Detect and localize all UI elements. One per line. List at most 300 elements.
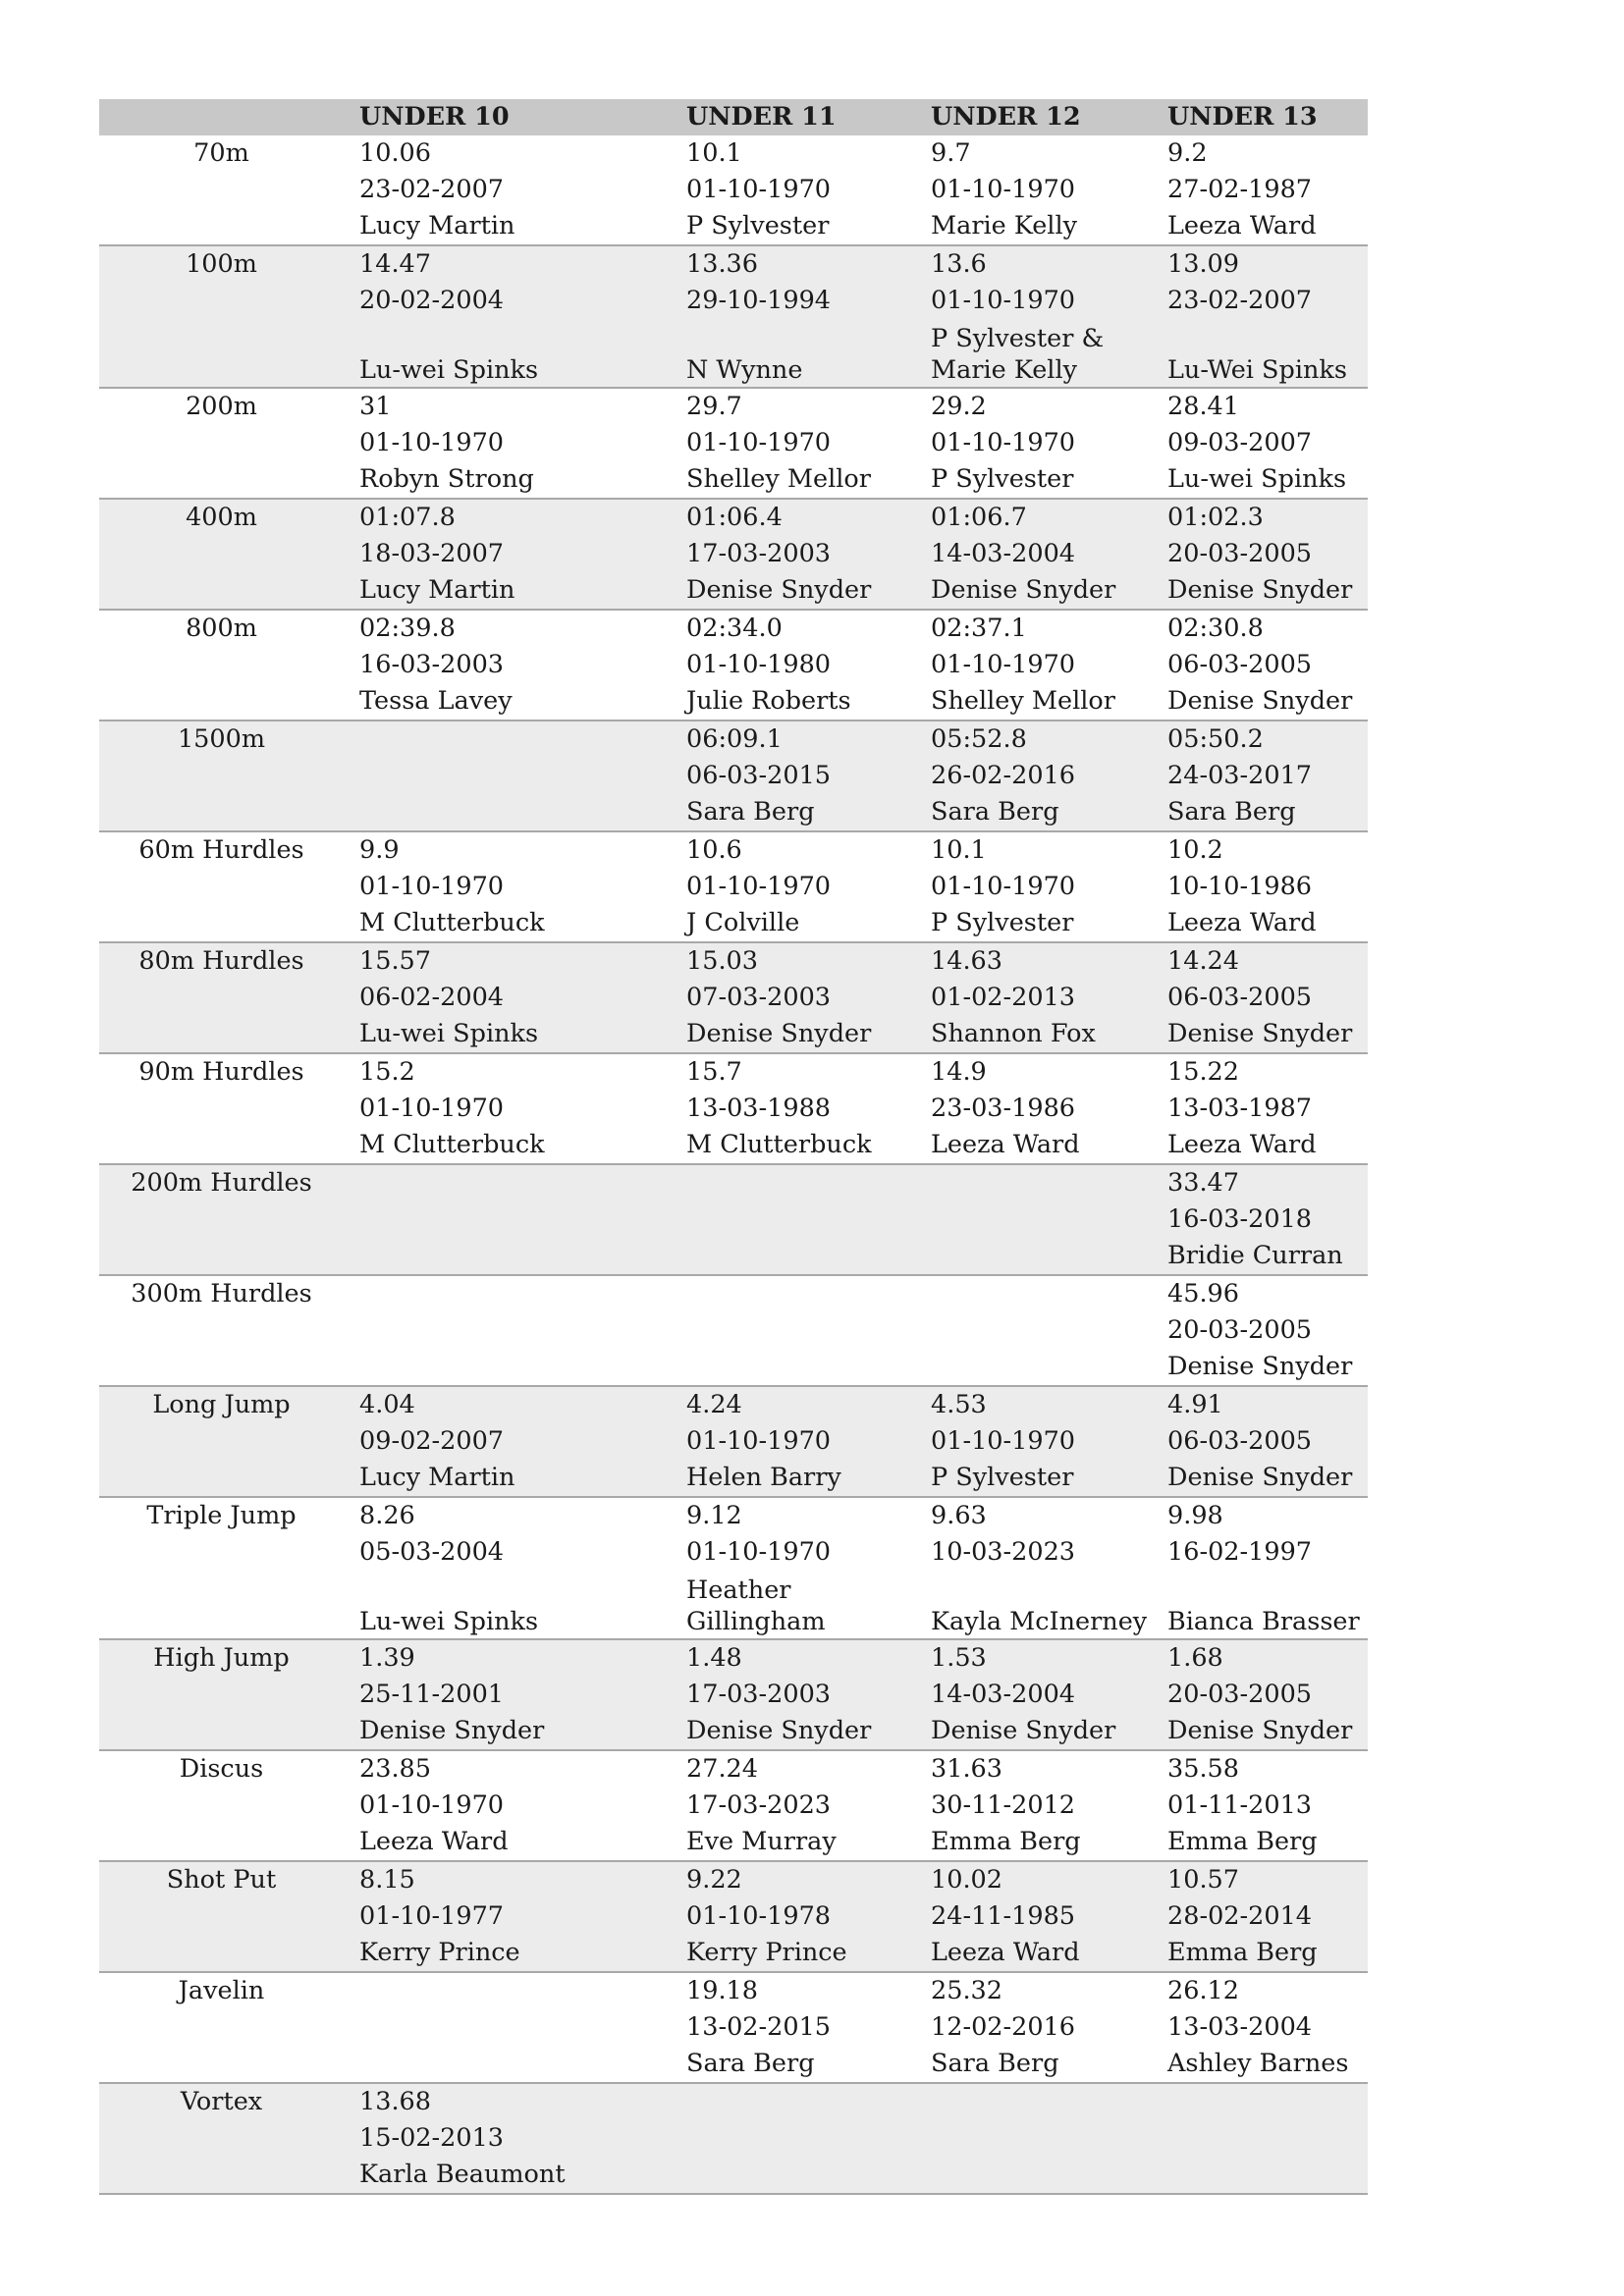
record-result: 28.41 bbox=[1167, 392, 1240, 421]
record-date: 26-02-2016 bbox=[931, 761, 1076, 790]
record-result: 05:52.8 bbox=[931, 724, 1027, 754]
record-athlete: Karla Beaumont bbox=[359, 2160, 566, 2189]
event-name: High Jump bbox=[99, 1639, 344, 1750]
record-date bbox=[931, 1201, 1152, 1238]
record-date: 27-02-1987 bbox=[1167, 175, 1313, 204]
record-result: 10.2 bbox=[1167, 835, 1223, 865]
record-result bbox=[359, 1973, 671, 2009]
record-date: 28-02-2014 bbox=[1167, 1901, 1313, 1931]
record-athlete: Lucy Martin bbox=[359, 211, 515, 240]
record-date bbox=[359, 758, 671, 794]
record-cell bbox=[915, 1750, 1152, 1861]
record-result bbox=[359, 1165, 671, 1201]
record-athlete: Lu-wei Spinks bbox=[1167, 464, 1347, 494]
record-result: 31 bbox=[359, 392, 392, 421]
record-result: 01:06.7 bbox=[931, 503, 1027, 532]
table-row bbox=[99, 721, 1368, 831]
record-date: 23-02-2007 bbox=[359, 175, 505, 204]
record-result bbox=[686, 1165, 915, 1201]
record-date: 13-03-1987 bbox=[1167, 1094, 1313, 1123]
record-cell bbox=[915, 1972, 1152, 2083]
table-row bbox=[99, 499, 1368, 610]
record-date: 24-03-2017 bbox=[1167, 761, 1313, 790]
record-result: 10.02 bbox=[931, 1865, 1003, 1895]
table-row bbox=[99, 1164, 1368, 1275]
record-date bbox=[359, 1201, 671, 1238]
record-result: 01:02.3 bbox=[1167, 503, 1264, 532]
record-cell bbox=[1152, 1275, 1368, 1386]
record-cell bbox=[344, 1497, 671, 1639]
record-date: 01-10-1970 bbox=[931, 428, 1076, 457]
record-result: 45.96 bbox=[1167, 1279, 1240, 1308]
record-date: 25-11-2001 bbox=[359, 1680, 505, 1709]
record-athlete: Leeza Ward bbox=[931, 1130, 1080, 1159]
record-cell bbox=[344, 1386, 671, 1497]
table-row bbox=[99, 2083, 1368, 2194]
record-result: 1.39 bbox=[359, 1643, 415, 1673]
record-athlete: Leeza Ward bbox=[1167, 211, 1317, 240]
event-name: 300m Hurdles bbox=[99, 1275, 344, 1386]
record-result: 35.58 bbox=[1167, 1754, 1240, 1784]
table-row bbox=[99, 610, 1368, 721]
record-cell bbox=[1152, 1497, 1368, 1639]
record-athlete: Leeza Ward bbox=[359, 1827, 509, 1856]
record-result: 4.91 bbox=[1167, 1390, 1223, 1419]
record-cell bbox=[671, 1750, 915, 1861]
record-date: 14-03-2004 bbox=[931, 539, 1076, 568]
record-cell bbox=[1152, 499, 1368, 610]
record-athlete: Shannon Fox bbox=[931, 1019, 1096, 1048]
record-athlete: Bianca Brasser bbox=[1167, 1607, 1360, 1636]
record-cell bbox=[671, 1386, 915, 1497]
record-result: 15.22 bbox=[1167, 1057, 1240, 1087]
record-result: 02:39.8 bbox=[359, 614, 456, 643]
record-cell bbox=[671, 721, 915, 831]
record-cell bbox=[344, 245, 671, 388]
record-cell bbox=[915, 2083, 1152, 2194]
record-cell bbox=[915, 1386, 1152, 1497]
record-cell bbox=[344, 1639, 671, 1750]
event-name: 90m Hurdles bbox=[99, 1053, 344, 1164]
record-athlete: Denise Snyder bbox=[931, 1716, 1116, 1745]
event-name: Shot Put bbox=[99, 1861, 344, 1972]
record-result: 02:30.8 bbox=[1167, 614, 1264, 643]
record-result bbox=[931, 1165, 1152, 1201]
record-result: 9.2 bbox=[1167, 138, 1208, 168]
record-cell bbox=[1152, 135, 1368, 245]
record-date: 16-02-1997 bbox=[1167, 1537, 1313, 1567]
record-date bbox=[686, 2120, 915, 2157]
record-result: 10.06 bbox=[359, 138, 432, 168]
record-athlete: J Colville bbox=[686, 908, 800, 937]
record-date: 01-10-1970 bbox=[686, 175, 832, 204]
record-cell bbox=[671, 1053, 915, 1164]
record-athlete: Kerry Prince bbox=[686, 1938, 847, 1967]
record-result: 9.22 bbox=[686, 1865, 742, 1895]
record-cell bbox=[1152, 1386, 1368, 1497]
table-row bbox=[99, 1386, 1368, 1497]
event-name: 70m bbox=[99, 135, 344, 245]
record-cell bbox=[671, 2083, 915, 2194]
record-result: 01:07.8 bbox=[359, 503, 456, 532]
record-result: 29.7 bbox=[686, 392, 742, 421]
record-date: 14-03-2004 bbox=[931, 1680, 1076, 1709]
record-athlete: Denise Snyder bbox=[931, 575, 1116, 605]
record-athlete: Ashley Barnes bbox=[1167, 2049, 1349, 2078]
record-date: 06-03-2015 bbox=[686, 761, 832, 790]
record-athlete: Robyn Strong bbox=[359, 464, 534, 494]
record-result: 13.68 bbox=[359, 2087, 432, 2116]
record-result bbox=[359, 721, 671, 758]
record-cell bbox=[344, 499, 671, 610]
record-athlete: Emma Berg bbox=[931, 1827, 1081, 1856]
record-date: 01-10-1970 bbox=[686, 872, 832, 901]
record-athlete bbox=[931, 2157, 1152, 2193]
record-athlete: Lu-wei Spinks bbox=[359, 1019, 539, 1048]
record-date: 05-03-2004 bbox=[359, 1537, 505, 1567]
record-cell bbox=[915, 1639, 1152, 1750]
header-under-13: UNDER 13 bbox=[1152, 99, 1368, 135]
record-result: 1.53 bbox=[931, 1643, 987, 1673]
record-cell bbox=[344, 1750, 671, 1861]
event-name: Discus bbox=[99, 1750, 344, 1861]
record-athlete: Sara Berg bbox=[931, 797, 1059, 827]
event-name: Long Jump bbox=[99, 1386, 344, 1497]
record-date bbox=[931, 2120, 1152, 2157]
record-cell bbox=[915, 388, 1152, 499]
record-result: 9.9 bbox=[359, 835, 400, 865]
record-athlete: P Sylvester bbox=[931, 908, 1074, 937]
record-date: 01-10-1978 bbox=[686, 1901, 832, 1931]
record-result: 9.63 bbox=[931, 1501, 987, 1530]
record-date: 23-03-1986 bbox=[931, 1094, 1076, 1123]
record-athlete bbox=[1167, 2157, 1368, 2193]
record-cell bbox=[671, 942, 915, 1053]
record-date: 10-03-2023 bbox=[931, 1537, 1076, 1567]
record-athlete bbox=[931, 1238, 1152, 1274]
record-result: 02:34.0 bbox=[686, 614, 783, 643]
record-cell bbox=[915, 135, 1152, 245]
record-athlete: Denise Snyder bbox=[686, 1019, 872, 1048]
event-name: 200m Hurdles bbox=[99, 1164, 344, 1275]
record-cell bbox=[1152, 721, 1368, 831]
record-cell bbox=[915, 1497, 1152, 1639]
event-name: Javelin bbox=[99, 1972, 344, 2083]
record-cell bbox=[915, 245, 1152, 388]
header-under-11: UNDER 11 bbox=[671, 99, 915, 135]
record-cell bbox=[671, 135, 915, 245]
record-date: 01-10-1970 bbox=[359, 1790, 505, 1820]
table-row bbox=[99, 1053, 1368, 1164]
record-athlete: Lu-wei Spinks bbox=[359, 355, 539, 385]
record-athlete: Sara Berg bbox=[686, 797, 815, 827]
record-athlete: Leeza Ward bbox=[1167, 908, 1317, 937]
record-athlete bbox=[359, 1349, 671, 1385]
record-result bbox=[686, 2084, 915, 2120]
record-result: 15.2 bbox=[359, 1057, 415, 1087]
record-athlete: Kerry Prince bbox=[359, 1938, 520, 1967]
event-name: 800m bbox=[99, 610, 344, 721]
record-athlete: Leeza Ward bbox=[931, 1938, 1080, 1967]
record-date: 20-03-2005 bbox=[1167, 1315, 1313, 1345]
header-under-12: UNDER 12 bbox=[915, 99, 1152, 135]
record-athlete: Denise Snyder bbox=[686, 1716, 872, 1745]
event-name: Triple Jump bbox=[99, 1497, 344, 1639]
record-date: 16-03-2003 bbox=[359, 650, 505, 679]
record-athlete: P Sylvester bbox=[931, 464, 1074, 494]
record-result bbox=[686, 1276, 915, 1312]
record-result: 31.63 bbox=[931, 1754, 1003, 1784]
record-date: 01-10-1970 bbox=[931, 650, 1076, 679]
record-athlete: Lu-Wei Spinks bbox=[1167, 355, 1347, 385]
record-athlete: P Sylvester bbox=[931, 1463, 1074, 1492]
record-cell bbox=[671, 499, 915, 610]
record-date: 29-10-1994 bbox=[686, 286, 832, 315]
record-athlete: Denise Snyder bbox=[1167, 1352, 1353, 1381]
record-date: 06-03-2005 bbox=[1167, 1426, 1313, 1456]
record-date: 01-10-1970 bbox=[686, 1426, 832, 1456]
record-cell bbox=[1152, 1639, 1368, 1750]
record-date: 07-03-2003 bbox=[686, 983, 832, 1012]
record-result bbox=[359, 1276, 671, 1312]
record-cell bbox=[671, 1497, 915, 1639]
record-result: 14.9 bbox=[931, 1057, 987, 1087]
record-result: 8.26 bbox=[359, 1501, 415, 1530]
records-table bbox=[99, 99, 1368, 2195]
record-date: 24-11-1985 bbox=[931, 1901, 1076, 1931]
record-result: 29.2 bbox=[931, 392, 987, 421]
record-date: 16-03-2018 bbox=[1167, 1204, 1313, 1234]
records-body bbox=[99, 135, 1368, 2194]
record-result: 15.03 bbox=[686, 946, 759, 976]
table-row bbox=[99, 388, 1368, 499]
record-cell bbox=[344, 721, 671, 831]
record-date: 12-02-2016 bbox=[931, 2012, 1076, 2042]
record-athlete: M Clutterbuck bbox=[359, 1130, 545, 1159]
record-result: 14.63 bbox=[931, 946, 1003, 976]
record-athlete: Heather Gillingham bbox=[686, 1575, 826, 1636]
record-cell bbox=[1152, 1164, 1368, 1275]
event-name: 1500m bbox=[99, 721, 344, 831]
event-name: 80m Hurdles bbox=[99, 942, 344, 1053]
record-result: 19.18 bbox=[686, 1976, 759, 2005]
record-cell bbox=[1152, 245, 1368, 388]
record-cell bbox=[1152, 610, 1368, 721]
record-cell bbox=[1152, 942, 1368, 1053]
record-date: 20-02-2004 bbox=[359, 286, 505, 315]
record-date bbox=[931, 1312, 1152, 1349]
record-athlete: Kayla McInerney bbox=[931, 1607, 1148, 1636]
record-athlete: Denise Snyder bbox=[1167, 1463, 1353, 1492]
record-cell bbox=[671, 1639, 915, 1750]
record-date bbox=[686, 1201, 915, 1238]
record-athlete: Sara Berg bbox=[931, 2049, 1059, 2078]
record-athlete: Lucy Martin bbox=[359, 1463, 515, 1492]
record-cell bbox=[671, 831, 915, 942]
record-result: 10.1 bbox=[931, 835, 987, 865]
record-date: 01-10-1970 bbox=[359, 872, 505, 901]
record-date bbox=[359, 1312, 671, 1349]
record-result: 14.24 bbox=[1167, 946, 1240, 976]
record-cell bbox=[1152, 1972, 1368, 2083]
record-result: 02:37.1 bbox=[931, 614, 1027, 643]
record-result: 13.36 bbox=[686, 249, 759, 279]
record-cell bbox=[344, 942, 671, 1053]
table-row bbox=[99, 1750, 1368, 1861]
record-date: 06-02-2004 bbox=[359, 983, 505, 1012]
record-result: 26.12 bbox=[1167, 1976, 1240, 2005]
record-date: 20-03-2005 bbox=[1167, 539, 1313, 568]
table-row bbox=[99, 1639, 1368, 1750]
record-athlete: Lu-wei Spinks bbox=[359, 1607, 539, 1636]
record-date bbox=[1167, 2120, 1368, 2157]
record-date: 13-03-2004 bbox=[1167, 2012, 1313, 2042]
table-row bbox=[99, 245, 1368, 388]
record-result: 4.04 bbox=[359, 1390, 415, 1419]
table-row bbox=[99, 1861, 1368, 1972]
record-date bbox=[359, 2009, 671, 2046]
header-row bbox=[99, 99, 1368, 135]
record-athlete: Denise Snyder bbox=[1167, 575, 1353, 605]
record-cell bbox=[344, 1972, 671, 2083]
record-date: 23-02-2007 bbox=[1167, 286, 1313, 315]
record-cell bbox=[344, 610, 671, 721]
record-result: 4.24 bbox=[686, 1390, 742, 1419]
record-date: 01-10-1970 bbox=[931, 1426, 1076, 1456]
record-cell bbox=[671, 610, 915, 721]
record-athlete bbox=[686, 1349, 915, 1385]
record-cell bbox=[915, 1164, 1152, 1275]
event-name: Vortex bbox=[99, 2083, 344, 2194]
record-date: 15-02-2013 bbox=[359, 2123, 505, 2153]
record-result: 14.47 bbox=[359, 249, 432, 279]
record-cell bbox=[1152, 1750, 1368, 1861]
record-date: 01-02-2013 bbox=[931, 983, 1076, 1012]
record-result: 13.6 bbox=[931, 249, 987, 279]
record-cell bbox=[671, 1164, 915, 1275]
record-cell bbox=[671, 1861, 915, 1972]
record-date: 01-10-1970 bbox=[931, 286, 1076, 315]
header-event bbox=[99, 99, 344, 135]
record-date: 06-03-2005 bbox=[1167, 650, 1313, 679]
record-athlete: Shelley Mellor bbox=[931, 686, 1115, 716]
record-athlete: Denise Snyder bbox=[1167, 1716, 1353, 1745]
table-row bbox=[99, 1497, 1368, 1639]
record-athlete: Sara Berg bbox=[686, 2049, 815, 2078]
record-cell bbox=[915, 1053, 1152, 1164]
record-date bbox=[686, 1312, 915, 1349]
table-row bbox=[99, 942, 1368, 1053]
record-result: 33.47 bbox=[1167, 1168, 1240, 1198]
record-cell bbox=[344, 135, 671, 245]
record-date: 01-10-1970 bbox=[931, 872, 1076, 901]
record-athlete: Denise Snyder bbox=[359, 1716, 545, 1745]
record-cell bbox=[671, 245, 915, 388]
event-name: 100m bbox=[99, 245, 344, 388]
record-athlete: Denise Snyder bbox=[1167, 686, 1353, 716]
record-athlete: Denise Snyder bbox=[1167, 1019, 1353, 1048]
record-date: 06-03-2005 bbox=[1167, 983, 1313, 1012]
record-result: 25.32 bbox=[931, 1976, 1003, 2005]
record-athlete: P Sylvester bbox=[686, 211, 830, 240]
record-date: 13-03-1988 bbox=[686, 1094, 832, 1123]
record-cell bbox=[344, 831, 671, 942]
record-date: 18-03-2007 bbox=[359, 539, 505, 568]
record-cell bbox=[671, 388, 915, 499]
record-cell bbox=[344, 1275, 671, 1386]
record-athlete: M Clutterbuck bbox=[359, 908, 545, 937]
record-result: 15.57 bbox=[359, 946, 432, 976]
record-athlete: Sara Berg bbox=[1167, 797, 1296, 827]
record-date: 01-11-2013 bbox=[1167, 1790, 1313, 1820]
record-athlete bbox=[359, 1238, 671, 1274]
record-athlete: Eve Murray bbox=[686, 1827, 837, 1856]
record-result: 4.53 bbox=[931, 1390, 987, 1419]
record-date: 01-10-1970 bbox=[686, 1537, 832, 1567]
record-athlete: Tessa Lavey bbox=[359, 686, 513, 716]
record-result: 9.7 bbox=[931, 138, 971, 168]
record-athlete: Helen Barry bbox=[686, 1463, 841, 1492]
record-date: 01-10-1970 bbox=[686, 428, 832, 457]
record-cell bbox=[915, 1275, 1152, 1386]
record-athlete: N Wynne bbox=[686, 355, 803, 385]
record-cell bbox=[344, 388, 671, 499]
record-cell bbox=[1152, 2083, 1368, 2194]
record-athlete: Shelley Mellor bbox=[686, 464, 871, 494]
record-athlete: Emma Berg bbox=[1167, 1938, 1318, 1967]
record-date: 17-03-2023 bbox=[686, 1790, 832, 1820]
record-athlete: Leeza Ward bbox=[1167, 1130, 1317, 1159]
record-date: 09-03-2007 bbox=[1167, 428, 1313, 457]
record-cell bbox=[671, 1275, 915, 1386]
record-athlete: Denise Snyder bbox=[686, 575, 872, 605]
record-result: 10.6 bbox=[686, 835, 742, 865]
header-under-10: UNDER 10 bbox=[344, 99, 671, 135]
record-date: 01-10-1970 bbox=[359, 428, 505, 457]
record-date: 01-10-1977 bbox=[359, 1901, 505, 1931]
record-athlete bbox=[686, 2157, 915, 2193]
record-result: 1.48 bbox=[686, 1643, 742, 1673]
record-cell bbox=[344, 1861, 671, 1972]
table-row bbox=[99, 1972, 1368, 2083]
record-athlete bbox=[931, 1349, 1152, 1385]
record-date: 20-03-2005 bbox=[1167, 1680, 1313, 1709]
record-result: 1.68 bbox=[1167, 1643, 1223, 1673]
record-athlete: Julie Roberts bbox=[686, 686, 851, 716]
record-cell bbox=[1152, 388, 1368, 499]
record-date: 09-02-2007 bbox=[359, 1426, 505, 1456]
record-athlete bbox=[359, 794, 671, 830]
record-date: 01-10-1970 bbox=[931, 175, 1076, 204]
record-cell bbox=[915, 499, 1152, 610]
record-date: 17-03-2003 bbox=[686, 1680, 832, 1709]
event-name: 400m bbox=[99, 499, 344, 610]
record-result: 27.24 bbox=[686, 1754, 759, 1784]
record-result: 15.7 bbox=[686, 1057, 742, 1087]
record-athlete: Marie Kelly bbox=[931, 211, 1078, 240]
table-row bbox=[99, 1275, 1368, 1386]
record-result: 10.57 bbox=[1167, 1865, 1240, 1895]
record-athlete: P Sylvester & Marie Kelly bbox=[931, 324, 1105, 385]
record-result: 10.1 bbox=[686, 138, 742, 168]
record-result: 01:06.4 bbox=[686, 503, 783, 532]
record-athlete: M Clutterbuck bbox=[686, 1130, 872, 1159]
record-athlete: Bridie Curran bbox=[1167, 1241, 1343, 1270]
record-cell bbox=[1152, 831, 1368, 942]
record-date: 30-11-2012 bbox=[931, 1790, 1076, 1820]
record-result: 05:50.2 bbox=[1167, 724, 1264, 754]
record-date: 17-03-2003 bbox=[686, 539, 832, 568]
